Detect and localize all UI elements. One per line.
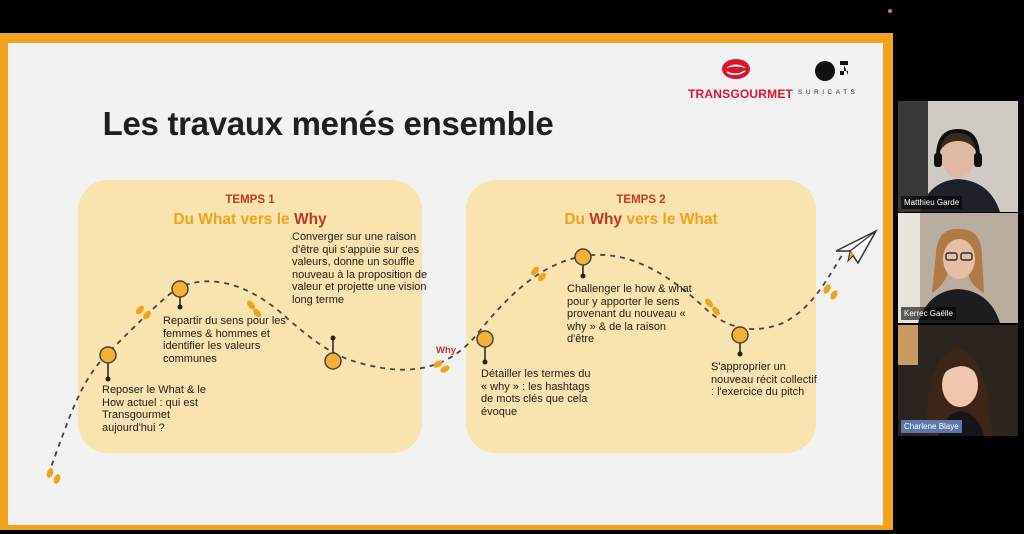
phase-2-subtitle-end: vers le What — [622, 211, 718, 228]
phase-2-label: TEMPS 2 — [616, 194, 666, 206]
recording-indicator — [888, 9, 892, 13]
paper-plane-icon — [836, 231, 876, 263]
journey-path — [8, 43, 883, 525]
why-marker-label: Why — [436, 345, 457, 356]
phase-2-subtitle-highlight: Why — [589, 211, 623, 228]
step-5-text: Challenger le how & what pour y apporter le sens provenant du nouveau « why » & de la raison d'être — [567, 283, 692, 345]
phase-1-subtitle-highlight: Why — [293, 211, 327, 228]
participant-tile[interactable] — [898, 325, 1018, 436]
participant-tile[interactable] — [898, 101, 1018, 212]
step-3-text: Converger sur une raison d'être qui s'appuie sur ces valeurs, donne un souffle nouveau à la proposition de valeur et projette une vision long terme — [292, 231, 428, 306]
suricats-wordmark: SURICATS — [798, 89, 859, 96]
participant-tile[interactable] — [898, 213, 1018, 323]
presentation-slide — [8, 43, 883, 525]
step-4-text: Détailler les termes du « why » : les hashtags de mots clés que cela évoque — [481, 368, 591, 418]
step-2-text: Repartir du sens pour les femmes & hommes et identifier les valeurs communes — [163, 315, 286, 365]
participant-name: Charlene Blaye — [901, 420, 962, 433]
step-1-text: Reposer le What & le How actuel : qui est Transgourmet aujourd'hui ? — [102, 384, 206, 434]
slide-title: Les travaux menés ensemble — [102, 105, 554, 142]
transgourmet-wordmark: TRANSGOURMET — [688, 87, 794, 101]
phase-1-label: TEMPS 1 — [225, 194, 275, 206]
phase-1-subtitle-part: Du What vers le — [173, 211, 294, 228]
phase-2-subtitle-part: Du — [564, 211, 590, 228]
step-6-text: S'approprier un nouveau récit collectif : l'exercice du pitch — [711, 361, 817, 398]
participant-name: Matthieu Garde — [901, 196, 962, 209]
shared-screen — [0, 33, 893, 530]
participant-name: Kerrec Gaëlle — [901, 307, 956, 320]
